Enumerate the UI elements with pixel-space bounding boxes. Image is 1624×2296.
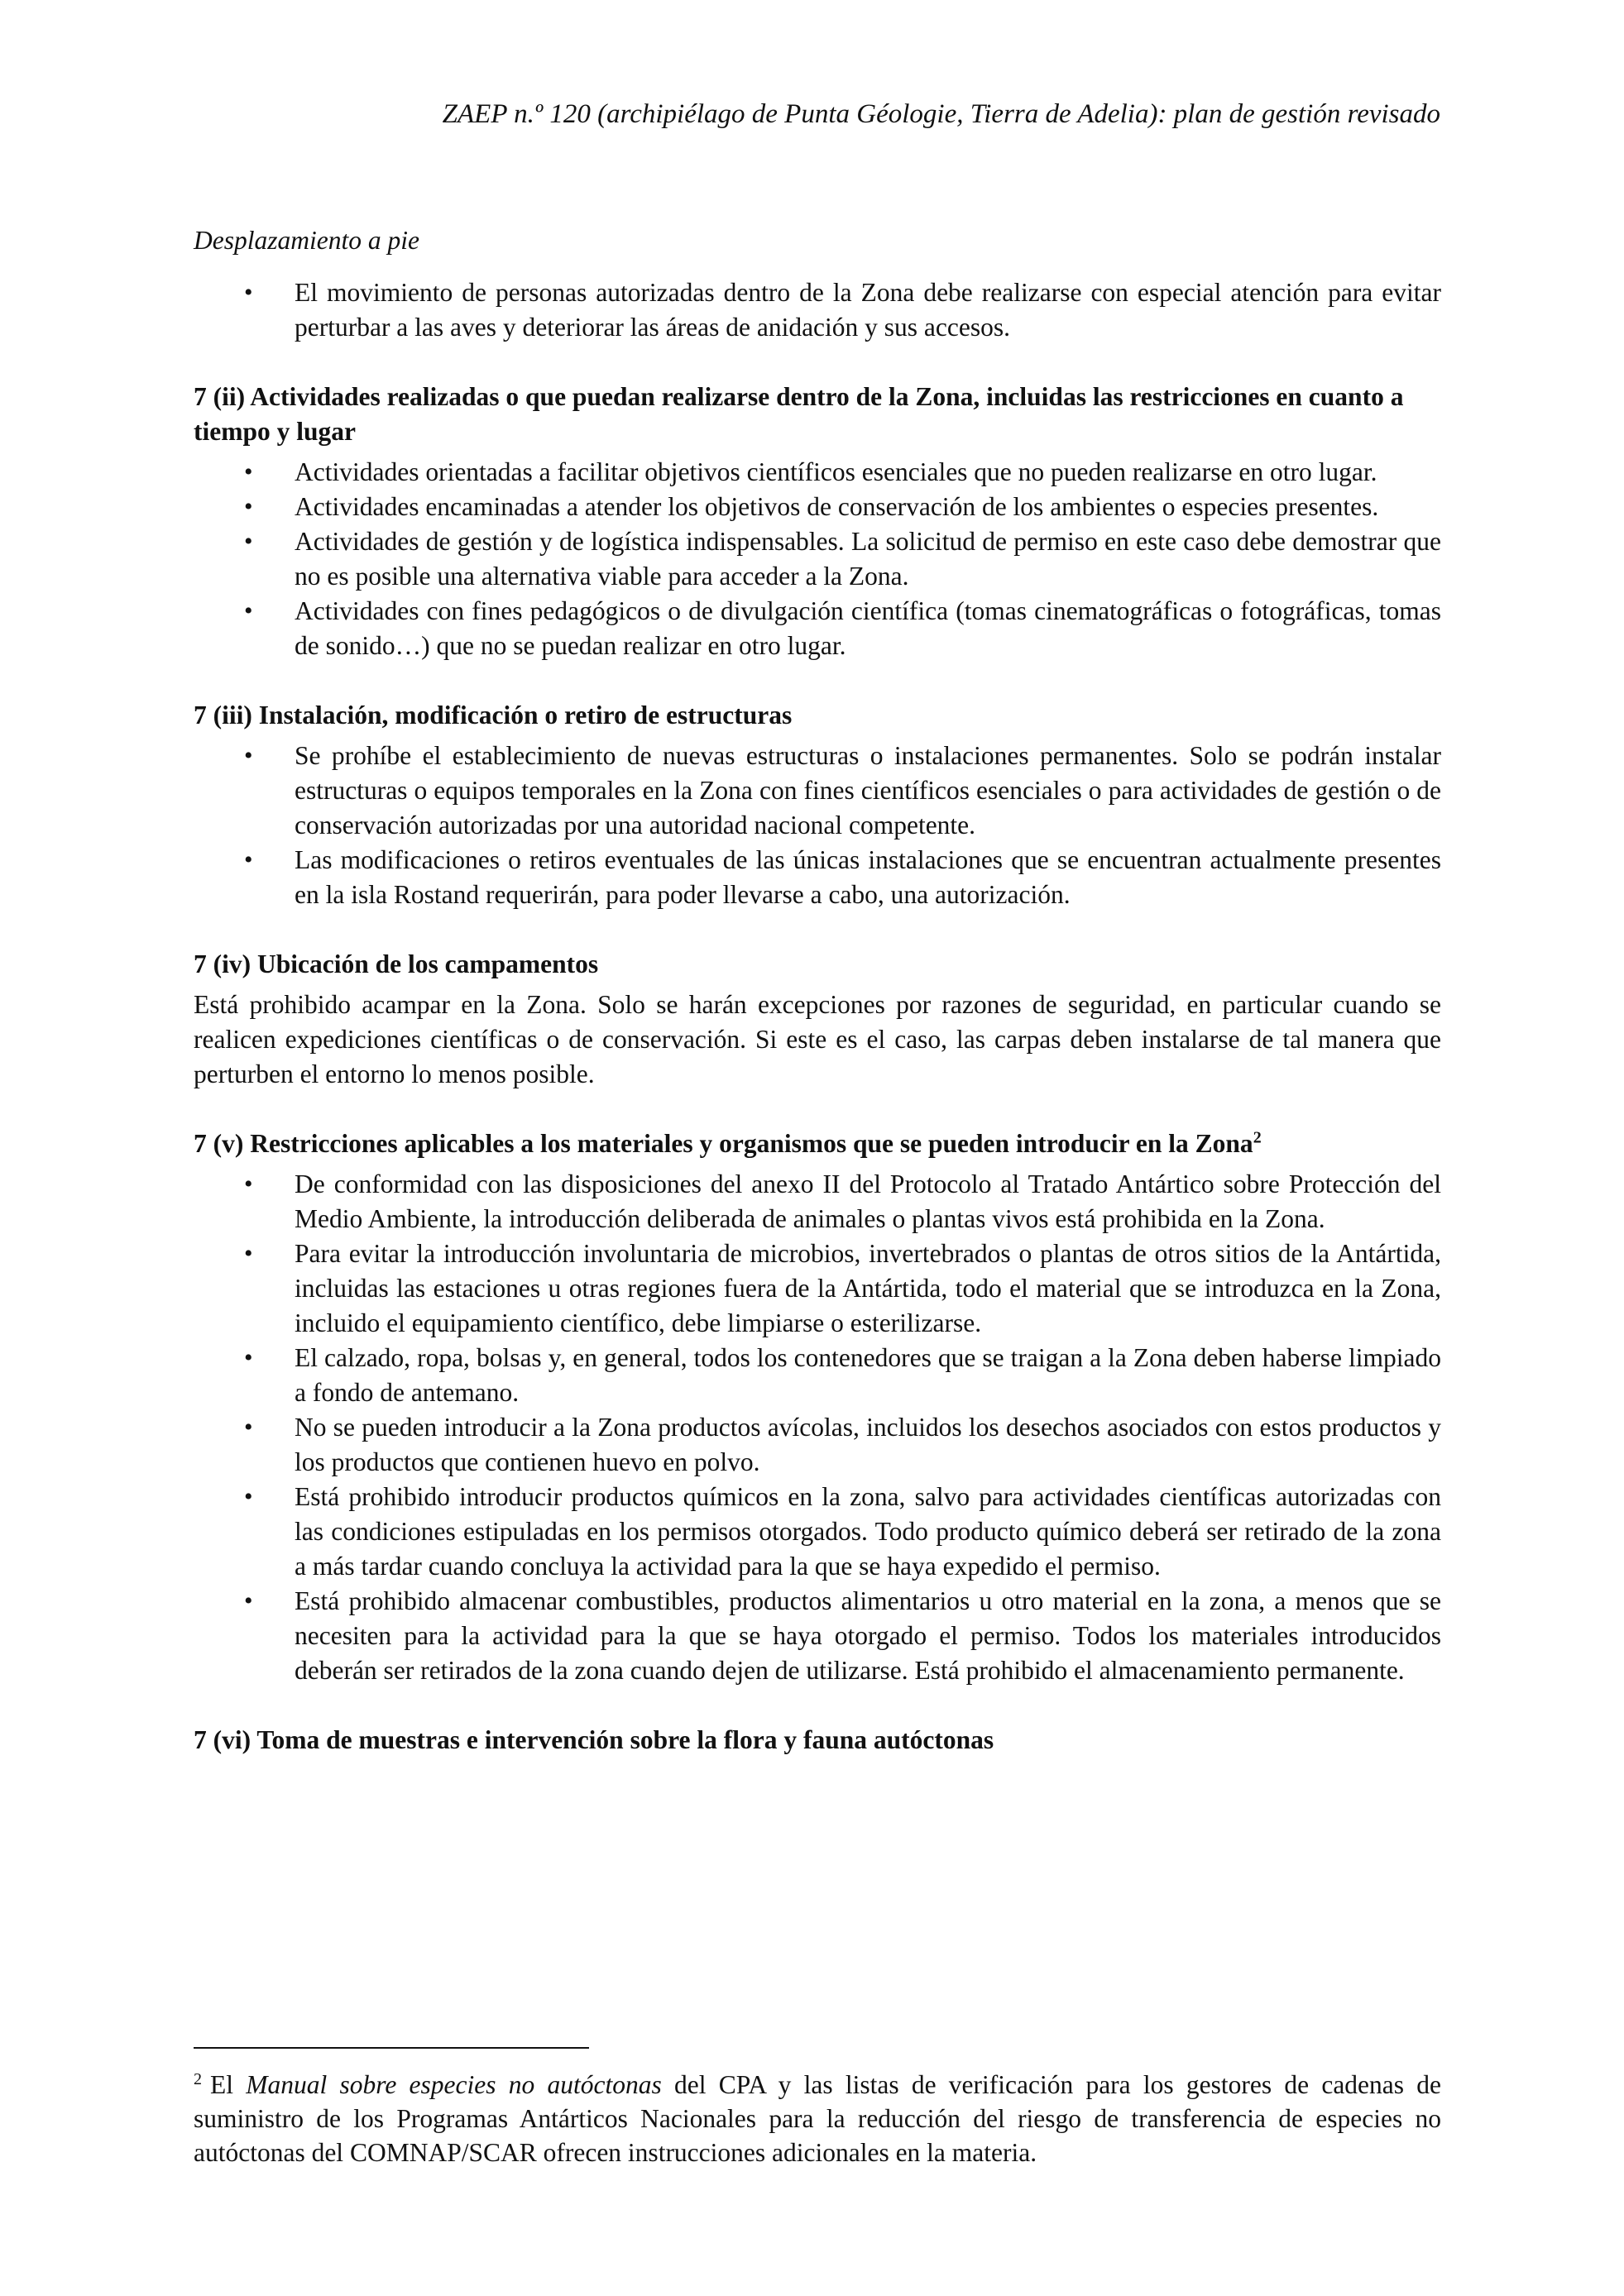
section-heading-iv: 7 (iv) Ubicación de los campamentos	[194, 949, 599, 978]
list-item: • El calzado, ropa, bolsas y, en general, todos los contenedores que se traigan a la Zona deben haberse limpiado a fondo de antemano.	[194, 1341, 1441, 1410]
activities-list	[194, 455, 1441, 663]
list-item: • Actividades encaminadas a atender los objetivos de conservación de los ambientes o especies presentes.	[194, 490, 1441, 524]
footnote	[194, 2068, 1441, 2169]
footnote-reference[interactable]: 2	[1253, 1128, 1262, 1147]
walking-heading: Desplazamiento a pie	[194, 226, 419, 255]
list-item: • No se pueden introducir a la Zona productos avícolas, incluidos los desechos asociados con estos productos y los productos que contienen huevo en polvo.	[194, 1410, 1441, 1480]
structures-list	[194, 739, 1441, 912]
footnote-mark: 2	[194, 2069, 202, 2088]
list-item: • Se prohíbe el establecimiento de nuevas estructuras o instalaciones permanentes. Solo se podrán instalar estructuras o equipos temporales en la Zona con fines científicos esenciales o para actividades de gestión o de conservación autorizadas por una autoridad nacional competente.	[194, 739, 1441, 843]
page-content	[194, 223, 1441, 1763]
footnote-divider	[194, 2047, 589, 2049]
list-item: • Actividades con fines pedagógicos o de divulgación científica (tomas cinematográficas o fotográficas, tomas de sonido…) que no se puedan realizar en otro lugar.	[194, 594, 1441, 663]
list-item: • Las modificaciones o retiros eventuales de las únicas instalaciones que se encuentran actualmente presentes en la isla Rostand requerirán, para poder llevarse a cabo, una autorización.	[194, 843, 1441, 912]
list-item: • De conformidad con las disposiciones del anexo II del Protocolo al Tratado Antártico sobre Protección del Medio Ambiente, la introducción deliberada de animales o plantas vivos está prohibida en la Zona.	[194, 1167, 1441, 1236]
list-item: • Para evitar la introducción involuntaria de microbios, invertebrados o plantas de otros sitios de la Antártida, incluidas las estaciones u otras regiones fuera de la Antártida, todo el material que se introduzca en la Zona, incluido el equipamiento científico, debe limpiarse o esterilizarse.	[194, 1236, 1441, 1341]
list-item: • El movimiento de personas autorizadas dentro de la Zona debe realizarse con especial atención para evitar perturbar a las aves y deteriorar las áreas de anidación y sus accesos.	[194, 275, 1441, 345]
section-heading-vi: 7 (vi) Toma de muestras e intervención sobre la flora y fauna autóctonas	[194, 1725, 994, 1754]
list-item: • Actividades de gestión y de logística indispensables. La solicitud de permiso en este caso debe demostrar que no es posible una alternativa viable para acceder a la Zona.	[194, 524, 1441, 594]
footnote-text-after: del CPA y las listas de verificación para los gestores de cadenas de suministro de los Programas Antárticos Nacionales para la reducción del riesgo de transferencia de especies no autóctonas del COMNAP/SCAR ofrecen instrucciones adicionales en la materia.	[194, 2070, 1441, 2167]
footnote-text-before: El	[210, 2070, 233, 2099]
section-heading-v	[194, 1126, 1441, 1161]
camping-paragraph: Está prohibido acampar en la Zona. Solo se harán excepciones por razones de seguridad, en particular cuando se realicen expediciones científicas o de conservación. Si este es el caso, las carpas deben instalarse de tal manera que perturben el entorno lo menos posible.	[194, 990, 1441, 1088]
section-heading-iii: 7 (iii) Instalación, modificación o retiro de estructuras	[194, 701, 793, 729]
list-item: • Actividades orientadas a facilitar objetivos científicos esenciales que no pueden realizarse en otro lugar.	[194, 455, 1441, 490]
list-item: • Está prohibido introducir productos químicos en la zona, salvo para actividades científicas autorizadas con las condiciones estipuladas en los permisos otorgados. Todo producto químico deberá ser retirado de la zona a más tardar cuando concluya la actividad para la que se haya expedido el permiso.	[194, 1480, 1441, 1584]
section-heading-v-text: 7 (v) Restricciones aplicables a los materiales y organismos que se pueden introducir en la Zona	[194, 1129, 1253, 1158]
walking-list	[194, 275, 1441, 345]
section-heading-ii: 7 (ii) Actividades realizadas o que puedan realizarse dentro de la Zona, incluidas las restricciones en cuanto a tiempo y lugar	[194, 382, 1404, 446]
list-item: • Está prohibido almacenar combustibles, productos alimentarios u otro material en la zona, a menos que se necesiten para la actividad para la que se haya otorgado el permiso. Todos los materiales introducidos deberán ser retirados de la zona cuando dejen de utilizarse. Está prohibido el almacenamiento permanente.	[194, 1584, 1441, 1688]
footnote-italic-title: Manual sobre especies no autóctonas	[246, 2070, 662, 2099]
materials-list	[194, 1167, 1441, 1688]
running-header: ZAEP n.º 120 (archipiélago de Punta Géologie, Tierra de Adelia): plan de gestión revisado	[442, 99, 1440, 129]
